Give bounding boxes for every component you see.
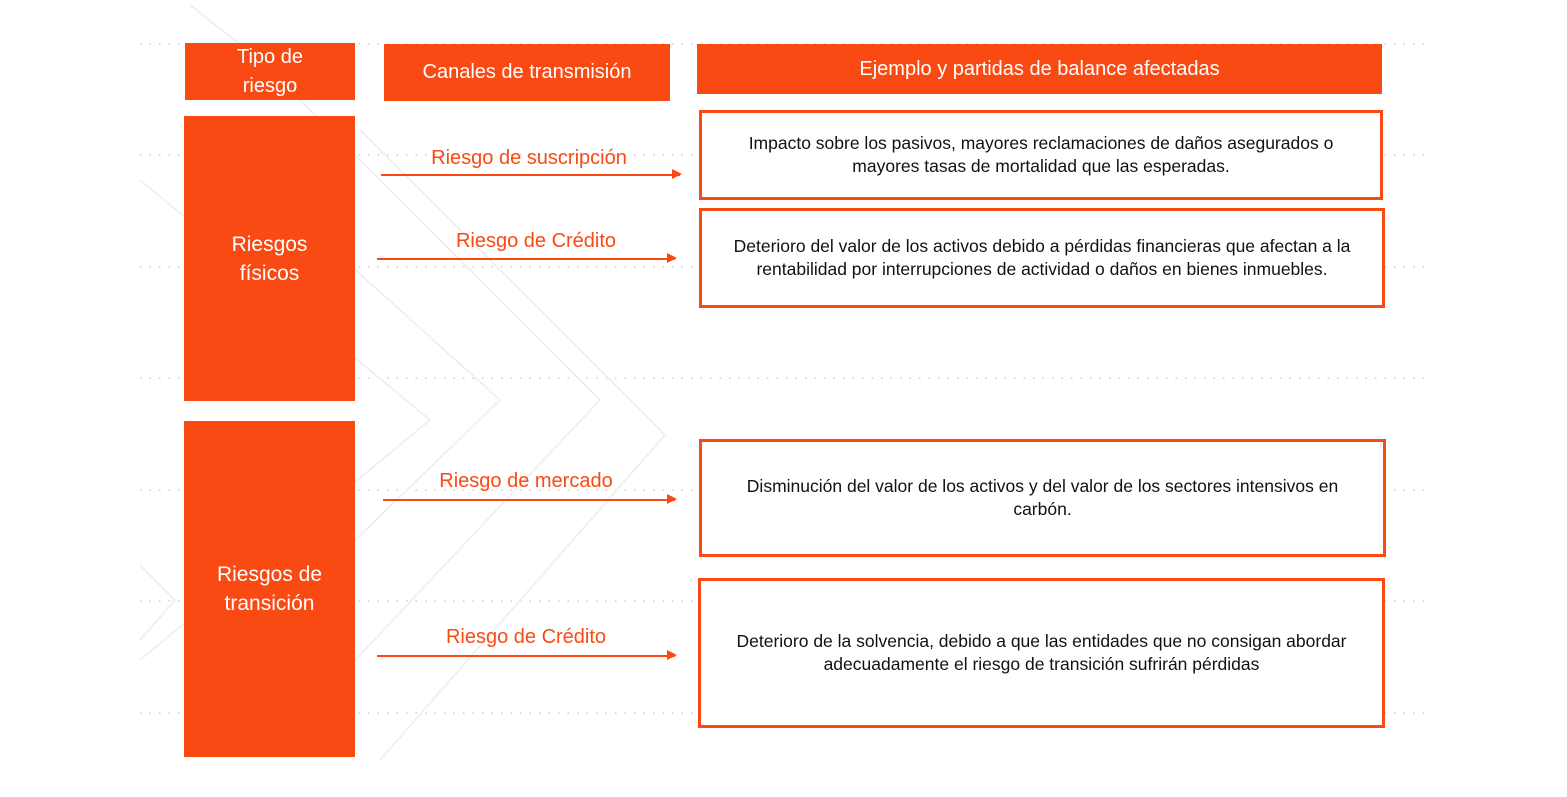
header-examples [697, 44, 1382, 94]
risk-type-physical-label: Riesgos físicos [231, 232, 308, 285]
example-underwriting-text: Impacto sobre los pasivos, mayores reclamaciones de daños asegurados o mayores tasas de mortalidad que las esperadas. [748, 133, 1334, 176]
header-channels-label: Canales de transmisión [422, 61, 632, 83]
example-credit-physical-text: Deterioro del valor de los activos debido a pérdidas financieras que afectan a la rentabilidad por interrupciones de actividad o daños en bienes inmuebles. [733, 236, 1351, 279]
arrow-credit-physical [377, 258, 675, 260]
risk-type-physical [184, 116, 355, 401]
arrow-market [383, 499, 675, 501]
example-market-text: Disminución del valor de los activos y del valor de los sectores intensivos en carbón. [746, 476, 1339, 519]
header-examples-label: Ejemplo y partidas de balance afectadas [859, 57, 1220, 80]
channel-credit-transition: Riesgo de Crédito [445, 626, 607, 648]
example-underwriting [699, 110, 1383, 200]
risk-type-transition [184, 421, 355, 757]
example-credit-physical [699, 208, 1385, 308]
risk-type-transition-label: Riesgos de transición [216, 563, 323, 615]
example-credit-transition [698, 578, 1385, 728]
channel-credit-physical: Riesgo de Crédito [455, 230, 617, 252]
channel-underwriting: Riesgo de suscripción [431, 147, 627, 169]
header-type-label: Tipo de riesgo [237, 45, 303, 97]
example-credit-transition-text: Deterioro de la solvencia, debido a que las entidades que no consigan abordar adecuadamente el riesgo de transición sufrirán pérdidas [736, 631, 1347, 674]
header-channels [384, 44, 670, 101]
header-type [185, 43, 355, 100]
example-market [699, 439, 1386, 557]
channel-market: Riesgo de mercado [439, 470, 613, 492]
arrow-credit-transition [377, 655, 675, 657]
arrow-underwriting [381, 174, 680, 176]
